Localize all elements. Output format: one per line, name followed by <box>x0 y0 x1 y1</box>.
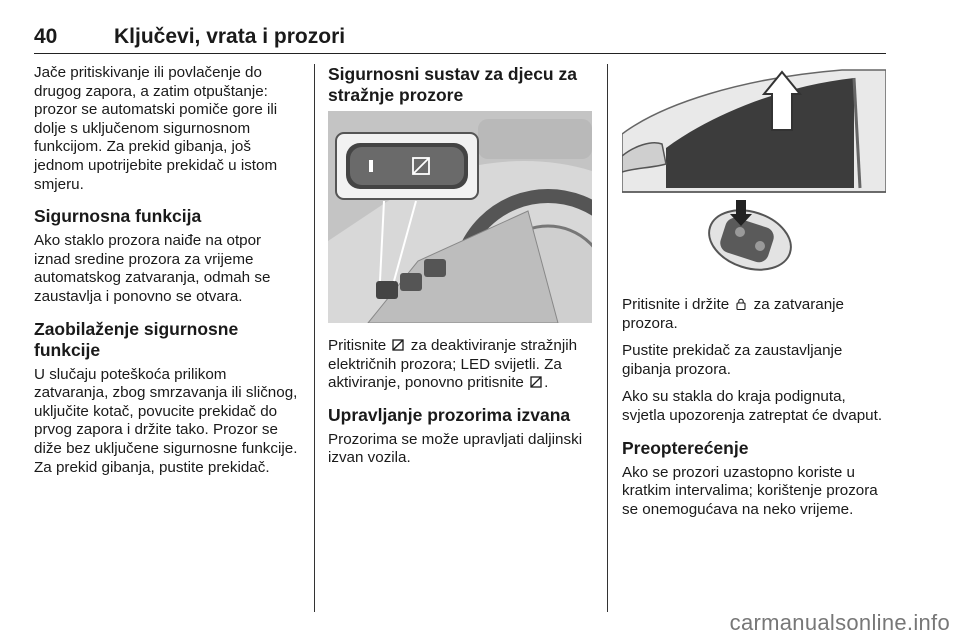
heading-safety-function: Sigurnosna funkcija <box>34 206 202 227</box>
door-switch-illustration <box>328 111 592 323</box>
column-3 <box>622 64 890 528</box>
column-1 <box>34 64 299 486</box>
child-lock-window-icon <box>530 376 542 388</box>
column-divider-2 <box>607 64 608 612</box>
heading-child-lock: Sigurnosni sustav za djecu za stražnje prozore <box>328 64 577 105</box>
footer-watermark: carmanualsonline.info <box>729 610 950 635</box>
heading-overload: Preopterećenje <box>622 437 749 458</box>
heading-remote-window: Upravljanje prozorima izvana <box>328 404 571 425</box>
paragraph-auto-move: Jače pritiskivanje ili povlačenje do drugog zapora, a zatim otpuštanje: prozor se automatski pomiče gore ili dolje s uključenom sigurnosnom funkcijom. Za prekid gibanja, još jednom upotrijebite prekidač u istom smjeru. <box>34 64 278 193</box>
paragraph-safety-function: Ako staklo prozora naiđe na otpor iznad sredine prozora za vrijeme automatskog zatvaranja, odmah se zaustavlja i ponovno se otvara. <box>34 232 271 305</box>
column-2 <box>328 64 594 477</box>
page-number: 40 <box>34 25 58 48</box>
paragraph-warning-lights: Ako su stakla do kraja podignuta, svjetla upozorenja zatreptat će dvaput. <box>622 388 883 424</box>
heading-override-safety: Zaobilaženje sigurnosne funkcije <box>34 318 239 360</box>
paragraph-press-hold: Pritisnite i držite za zatvaranje prozora. <box>622 296 845 332</box>
paragraph-remote-window: Prozorima se može upravljati daljinski izvan vozila. <box>328 430 583 467</box>
column-divider-1 <box>314 64 315 612</box>
key-lock-icon <box>735 298 747 310</box>
paragraph-child-lock: Pritisnite za deaktiviranje stražnjih električnih prozora; LED svijetli. Za aktiviranje, ponovno pritisnite . <box>328 337 578 392</box>
child-lock-window-icon <box>392 339 404 351</box>
paragraph-override-safety: U slučaju poteškoća prilikom zatvaranja, zbog smrzavanja ili sličnog, uključite kotač, povucite prekidač do prvog zapora i držite tako. Prozor se diže bez uključene sigurnosne funkcije. Za prekid gibanja, pustite prekidač. <box>34 365 298 476</box>
paragraph-release-switch: Pustite prekidač za zaustavljanje gibanja prozora. <box>622 342 843 378</box>
paragraph-overload: Ako se prozori uzastopno koriste u kratkim intervalima; korištenje prozora se onemogućava na neko vrijeme. <box>622 463 878 518</box>
running-title: Ključevi, vrata i prozori <box>114 25 346 48</box>
car-window-key-illustration <box>622 64 886 282</box>
page-header <box>34 23 886 54</box>
